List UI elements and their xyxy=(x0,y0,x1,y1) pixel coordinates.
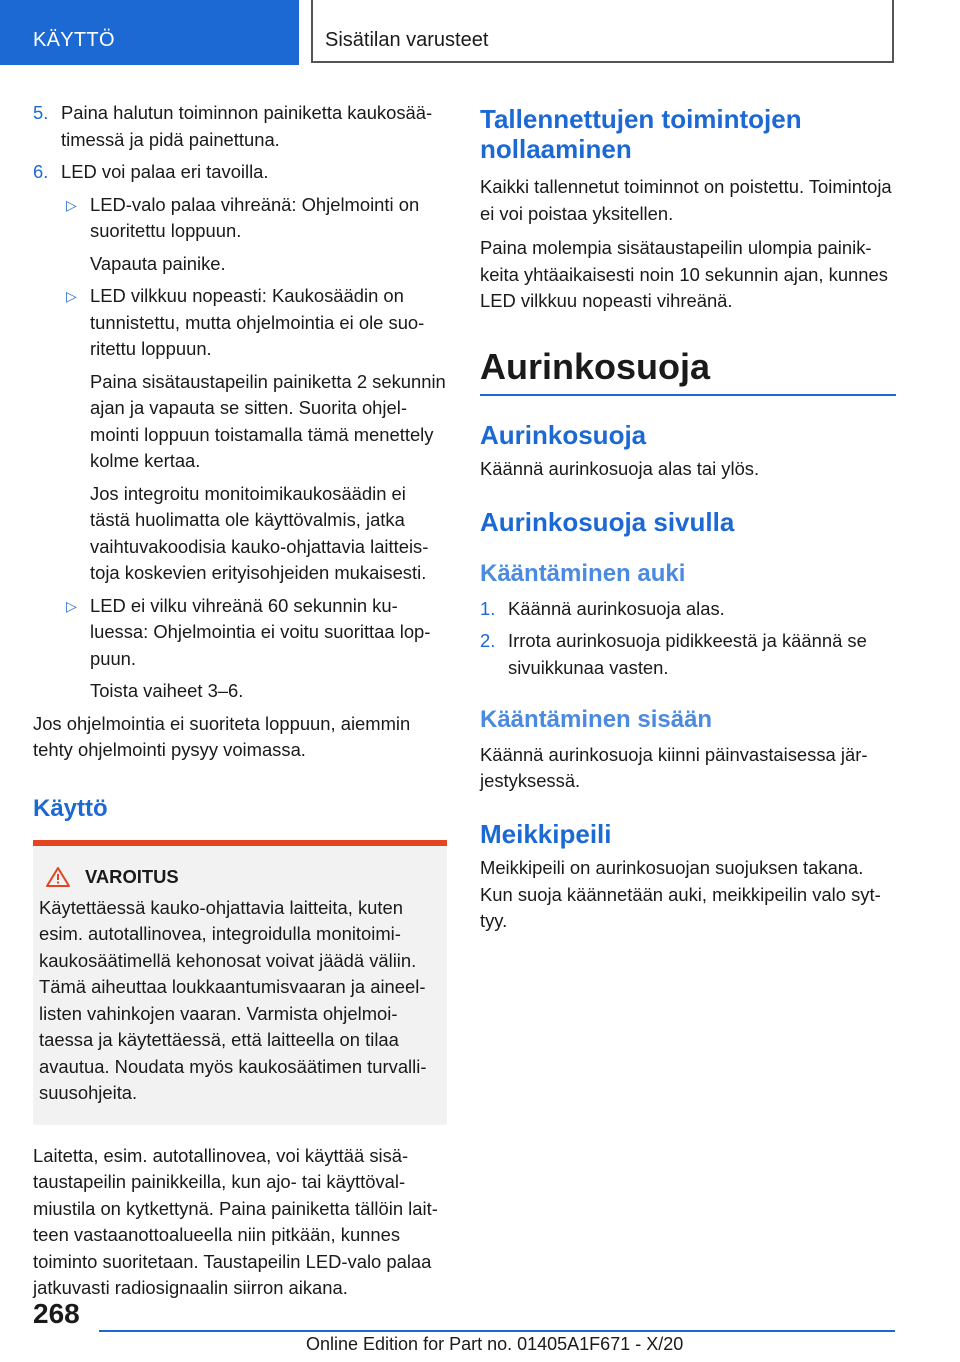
step-number: 6. xyxy=(33,161,49,182)
step-item xyxy=(33,159,447,186)
step-number: 5. xyxy=(33,102,49,123)
step-text: LED voi palaa eri tavoilla. xyxy=(61,161,269,182)
sub-item-continuation: Paina sisätaustapeilin painiketta 2 sekunnin ajan ja vapauta se sitten. Suorita ohjelmointi loppuun toistamalla tämä menettely kolme kertaa. xyxy=(90,370,446,471)
sun-visor-heading: Aurinkosuoja xyxy=(480,419,647,450)
header-section-label: KÄYTTÖ xyxy=(33,29,115,51)
reset-paragraph: Paina molempia sisätaustapeilin ulompia painikkeita yhtäaikaisesti noin 10 sekunnin ajan, kunnes LED vilkkuu nopeasti vihreänä. xyxy=(480,237,888,311)
warning-box xyxy=(33,840,447,1125)
footer-edition: Online Edition for Part no. 01405A1F671 - X/20 xyxy=(306,1334,684,1354)
step-text: Irrota aurinkosuoja pidikkeestä ja käännä se sivuikkunaa vasten. xyxy=(508,630,867,678)
footer-rule xyxy=(99,1330,895,1332)
step-text: Käännä aurinkosuoja alas. xyxy=(508,597,725,619)
warning-header xyxy=(39,864,437,891)
sub-item xyxy=(33,283,447,363)
sub-item-continuation: Jos integroitu monitoimikaukosäädin ei tästä huolimatta ole käyttövalmis, jatka vaihtuvakoodisia kauko-ohjattavia laitteistoja koskevien erityisohjeiden mukaisesti. xyxy=(90,482,429,583)
section-heading-kaytto: Käyttö xyxy=(33,794,108,822)
page-number: 268 xyxy=(33,1298,80,1329)
triangle-bullet-icon: ▷ xyxy=(66,196,77,213)
step-item xyxy=(33,100,447,153)
sun-visor-text: Käännä aurinkosuoja alas tai ylös. xyxy=(480,458,760,479)
close-text: Käännä aurinkosuoja kiinni päinvastaisessa järjestyksessä. xyxy=(480,743,868,791)
triangle-bullet-icon: ▷ xyxy=(66,288,77,304)
sub-item xyxy=(33,593,447,673)
chapter-heading-aurinkosuoja: Aurinkosuoja xyxy=(480,345,896,396)
mirror-text: Meikkipeili on aurinkosuojan suojuksen takana. Kun suoja käännetään auki, meikkipeilin valo syttyy. xyxy=(480,857,881,931)
after-list-text: Jos ohjelmointia ei suoriteta loppuun, aiemmin tehty ohjelmointi pysyy voimassa. xyxy=(33,712,411,760)
open-heading: Kääntäminen auki xyxy=(480,560,686,587)
step-text: Paina halutun toiminnon painiketta kaukosäätimessä ja pidä painettuna. xyxy=(61,102,433,150)
warning-text: Käytettäessä kauko-ohjattavia laitteita, kuten esim. autotallinovea, integroidulla monitoimikaukosäätimellä kehonosat voivat jäädä väliin. Tämä aiheuttaa loukkaantumisvaaran ja aineellisten vahinkojen vaaran. Varmista ohjelmoitaessa ja käytettäessä, että laitteella on tilaa avautua. Noudata myös kaukosäätimen turvallisuusohjeita. xyxy=(39,896,427,1103)
left-column xyxy=(33,100,447,1302)
header-section-tab xyxy=(0,0,299,65)
reset-paragraph: Kaikki tallennetut toiminnot on poistettu. Toimintoja ei voi poistaa yksitellen. xyxy=(480,176,892,224)
right-column xyxy=(480,100,896,935)
triangle-bullet-icon: ▷ xyxy=(66,597,77,614)
warning-title: VAROITUS xyxy=(85,866,179,887)
sub-item-text: LED-valo palaa vihreänä: Ohjelmointi on suoritettu loppuun. xyxy=(90,193,420,241)
sub-item xyxy=(33,192,447,245)
closing-text: Laitetta, esim. autotallinovea, voi käyttää sisätaustapeilin painikkeilla, kun ajo- tai käyttövalmiustila on kytkettynä. Paina painiketta tällöin laitteen vastaanottoalueella niin pitkään, kunnes toiminto suoritetaan. Taustapeilin LED-valo palaa jatkuvasti radiosignaalin siirron aikana. xyxy=(33,1144,438,1298)
sub-item-text: LED ei vilku vihreänä 60 sekunnin kuluessa: Ohjelmointia ei voitu suorittaa loppuun. xyxy=(90,594,431,669)
step-number: 2. xyxy=(480,630,496,651)
close-heading: Kääntäminen sisään xyxy=(480,706,713,733)
open-step xyxy=(480,596,896,623)
reset-heading: Tallennettujen toimintojen nollaaminen xyxy=(480,104,802,164)
side-visor-heading: Aurinkosuoja sivulla xyxy=(480,506,735,537)
sub-item-continuation: Vapauta painike. xyxy=(90,252,226,274)
header-chapter-box xyxy=(311,0,894,63)
warning-triangle-icon xyxy=(45,866,71,888)
header-chapter-label: Sisätilan varusteet xyxy=(325,29,489,51)
step-number: 1. xyxy=(480,597,496,619)
sub-item-continuation: Toista vaiheet 3–6. xyxy=(90,680,244,701)
mirror-heading: Meikkipeili xyxy=(480,818,612,849)
open-step xyxy=(480,628,896,681)
sub-item-text: LED vilkkuu nopeasti: Kaukosäädin on tunnistettu, mutta ohjelmointia ei ole suoritettu loppuun. xyxy=(90,285,425,359)
